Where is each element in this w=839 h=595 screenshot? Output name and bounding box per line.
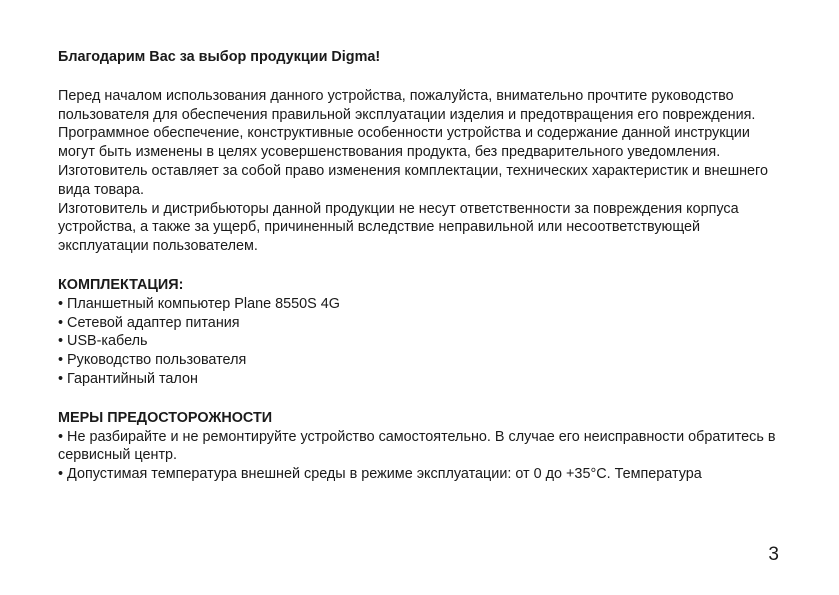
intro-block — [58, 87, 783, 256]
bullet-icon: • — [58, 352, 64, 369]
package-list — [58, 295, 783, 389]
bullet-icon: • — [58, 295, 64, 312]
intro-paragraph: Программное обеспечение, конструктивные особенности устройства и содержание данной инструкции могут быть изменены в целях усовершенствования продукта, без предварительного уведомления. — [58, 125, 750, 161]
intro-paragraph: Изготовитель оставляет за собой право изменения комплектации, технических характеристик и внешнего вида товара. — [58, 162, 768, 198]
list-item-text: USB-кабель — [67, 333, 148, 350]
intro-paragraph: Изготовитель и дистрибьюторы данной продукции не несут ответственности за повреждения корпуса устройства, а также за ущерб, причиненный вследствие неправильной или несоответствующей эксплуатации пользователем. — [58, 200, 739, 255]
bullet-icon: • — [58, 370, 64, 387]
list-item-text: Допустимая температура внешней среды в режиме эксплуатации: от 0 до +35°С. Температура — [67, 466, 702, 483]
page-number: 3 — [768, 544, 779, 565]
package-heading: КОМПЛЕКТАЦИЯ: — [58, 276, 184, 293]
list-item-text: Планшетный компьютер Plane 8550S 4G — [67, 295, 340, 312]
list-item-text: Гарантийный талон — [67, 370, 198, 387]
document-page — [58, 48, 783, 484]
precautions-heading: МЕРЫ ПРЕДОСТОРОЖНОСТИ — [58, 409, 273, 426]
list-item — [58, 370, 783, 389]
list-item — [58, 314, 783, 333]
precautions-list — [58, 428, 783, 484]
list-item — [58, 295, 783, 314]
list-item-text: Руководство пользователя — [67, 352, 247, 369]
list-item-text: Не разбирайте и не ремонтируйте устройство самостоятельно. В случае его неисправности обратитесь в сервисный центр. — [58, 428, 776, 464]
bullet-icon: • — [58, 466, 64, 483]
intro-paragraph: Перед началом использования данного устройства, пожалуйста, внимательно прочтите руководство пользователя для обеспечения правильной эксплуатации изделия и предотвращения его повреждения. — [58, 87, 756, 123]
bullet-icon: • — [58, 333, 64, 350]
bullet-icon: • — [58, 314, 64, 331]
list-item — [58, 332, 783, 351]
page-title: Благодарим Вас за выбор продукции Digma! — [58, 49, 381, 65]
list-item — [58, 351, 783, 370]
bullet-icon: • — [58, 428, 64, 445]
list-item — [58, 428, 783, 466]
list-item — [58, 465, 783, 484]
list-item-text: Сетевой адаптер питания — [67, 314, 240, 331]
